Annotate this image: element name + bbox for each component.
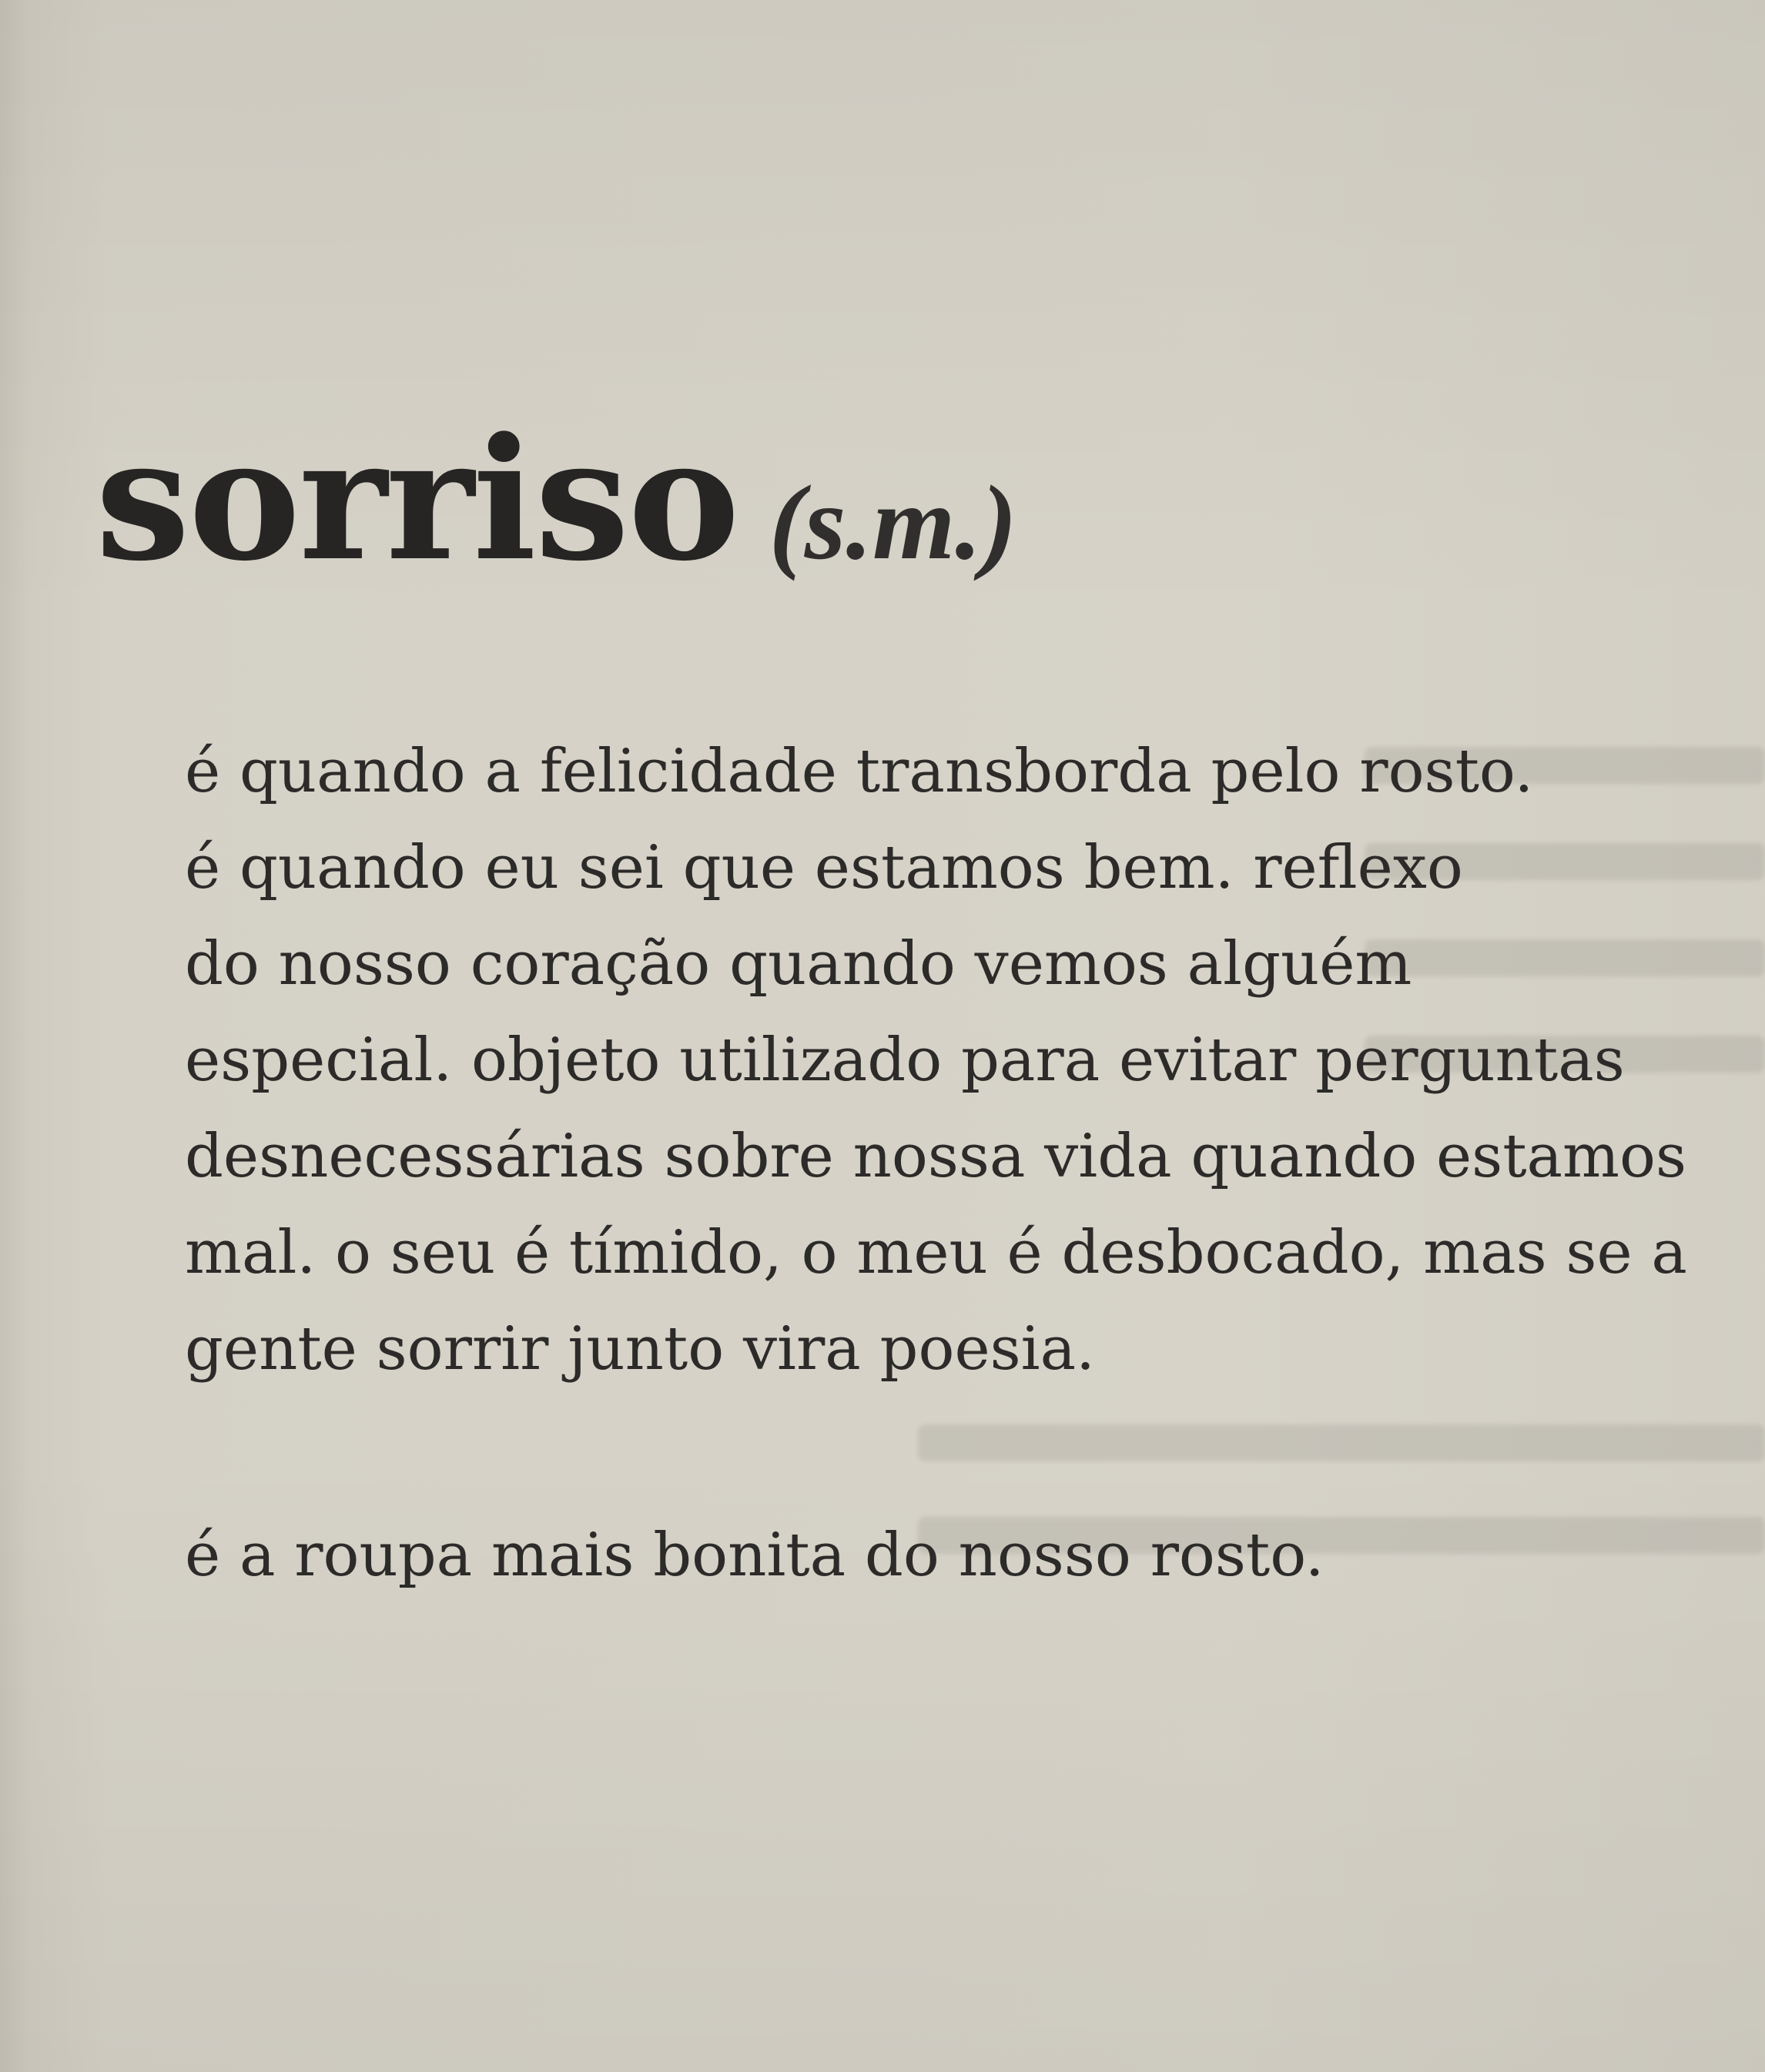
- definition-line: desnecessárias sobre nossa vida quando estamos: [185, 1122, 1686, 1191]
- closing-line: é a roupa mais bonita do nosso rosto.: [185, 1521, 1325, 1590]
- definition-line: é quando eu sei que estamos bem. reflexo: [185, 833, 1463, 902]
- definition-line: especial. objeto utilizado para evitar perguntas: [185, 1026, 1625, 1095]
- part-of-speech: (s.m.): [769, 464, 1017, 581]
- bleed-through-line-shape: [918, 1424, 1765, 1461]
- definition-line: é quando a felicidade transborda pelo rosto.: [185, 737, 1534, 806]
- definition-line: mal. o seu é tímido, o meu é desbocado, mas se a: [185, 1218, 1687, 1287]
- definition-line: gente sorrir junto vira poesia.: [185, 1314, 1095, 1384]
- entry-title: [95, 401, 1017, 598]
- definition-paragraph: [185, 724, 1725, 1398]
- headword: sorriso: [95, 401, 738, 598]
- definition-line: do nosso coração quando vemos alguém: [185, 929, 1412, 999]
